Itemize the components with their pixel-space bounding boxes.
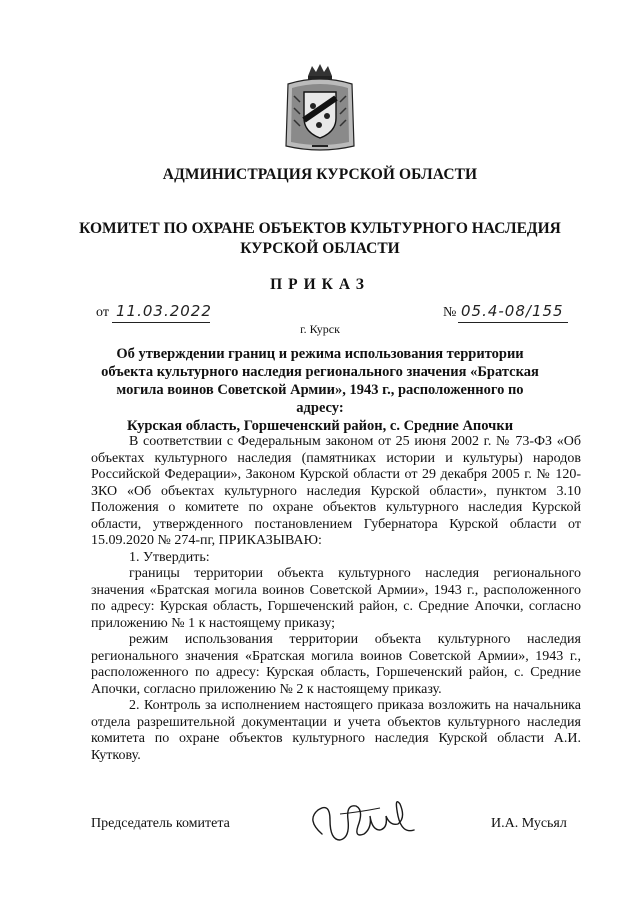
number-label: № [443,305,457,320]
city: г. Курск [300,322,340,336]
item-1-heading: 1. Утвердить: [129,549,210,565]
item-1-boundaries: границы территории объекта культурного наследия регионального значения «Братская могила воинов Советской Армии», 1943 г., расположенного по адресу: Курская область, Горшеченский район, с. Средние Апочки, согласно приложению № 1 к настоящему приказу; [91,566,581,631]
administration-title: АДМИНИСТРАЦИЯ КУРСКОЙ ОБЛАСТИ [162,166,478,183]
subject-line4: Курская область, Горшеченский район, с. Средние Апочки [126,418,514,434]
order-body [91,434,581,764]
signer-name: И.А. Мусьял [491,816,567,831]
signer-position: Председатель комитета [91,816,230,831]
date-label: от [96,305,109,320]
document-type: ПРИКАЗ [270,276,370,293]
date-value: 11.03.2022 [116,302,212,320]
coat-of-arms-icon [282,62,358,154]
item-1-regime: режим использования территории объекта культурного наследия регионального значения «Братская могила воинов Советской Армии», 1943 г., расположенного по адресу: Курская область, Горшеченский район, с. Средние Апочки, согласно приложению № 2 к настоящему приказу. [91,632,581,697]
committee-title-line2: КУРСКОЙ ОБЛАСТИ [240,240,400,257]
number-value: 05.4-08/155 [461,302,564,320]
committee-title-line1: КОМИТЕТ ПО ОХРАНЕ ОБЪЕКТОВ КУЛЬТУРНОГО НАСЛЕДИЯ [79,220,561,237]
preamble-paragraph: В соответствии с Федеральным законом от 25 июня 2002 г. № 73-ФЗ «Об объектах культурного наследия (памятниках истории и культуры) народов Российской Федерации», Законом Курской области от 29 декабря 2005 г. № 120-ЗКО «Об объектах культурного наследия Курской области», пунктом 3.10 Положения о комитете по охране объектов культурного наследия Курской области, утвержденного постановлением Губернатора Курской области от 15.09.2020 № 274-пг, ПРИКАЗЫВАЮ: [91,434,581,548]
handwritten-signature [300,790,430,850]
order-subject [92,345,548,435]
committee-title [60,219,580,259]
subject-line2: объекта культурного наследия регионального значения «Братская [101,364,539,380]
subject-line1: Об утверждении границ и режима использования территории [116,346,524,362]
subject-line3: могила воинов Советской Армии», 1943 г., расположенного по адресу: [116,382,524,416]
item-2-control: 2. Контроль за исполнением настоящего приказа возложить на начальника отдела разрешительной документации и учета объектов культурного наследия комитета по охране объектов культурного наследия Курской области А.И. Куткову. [91,698,581,763]
